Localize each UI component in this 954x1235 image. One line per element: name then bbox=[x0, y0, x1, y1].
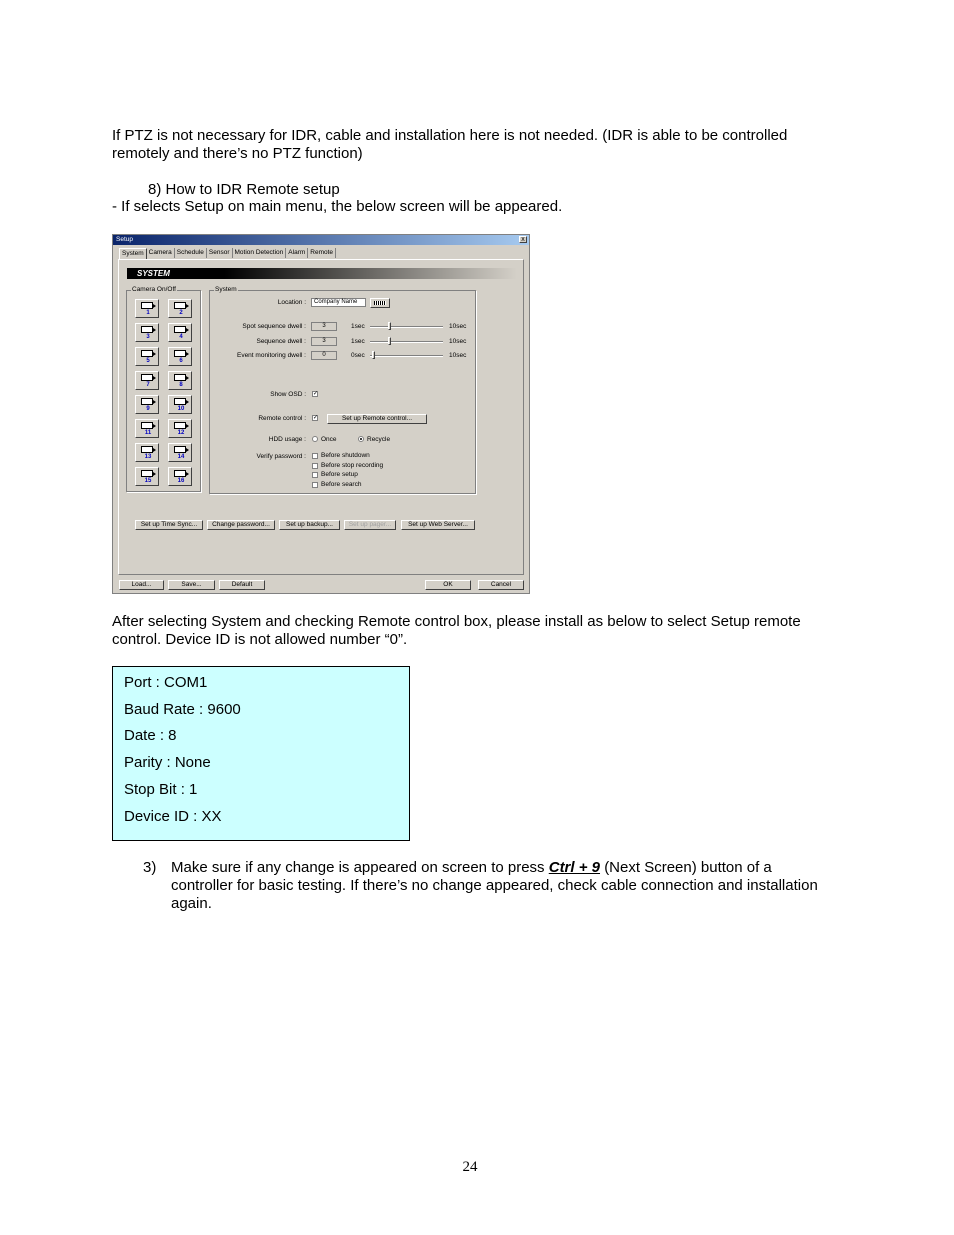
camera-15-button[interactable] bbox=[135, 467, 159, 486]
step3-post: (Next Screen) button of a bbox=[604, 859, 772, 876]
camera-icon bbox=[141, 422, 153, 429]
ok-button[interactable]: OK bbox=[425, 580, 471, 590]
system-group-label: System bbox=[215, 286, 237, 293]
tab-strip bbox=[119, 248, 336, 259]
seq-dwell-thumb[interactable] bbox=[388, 337, 391, 345]
camera-icon bbox=[174, 374, 186, 381]
camera-number: 6 bbox=[179, 358, 183, 364]
camera-icon bbox=[141, 374, 153, 381]
step3-number: 3) bbox=[143, 859, 157, 876]
camera-icon bbox=[174, 446, 186, 453]
location-input[interactable]: Company Name bbox=[311, 298, 366, 307]
camera-icon bbox=[174, 302, 186, 309]
camera-3-button[interactable] bbox=[135, 323, 159, 342]
event-dwell-label: Event monitoring dwell : bbox=[236, 352, 306, 359]
page-number: 24 bbox=[462, 1159, 478, 1175]
camera-icon bbox=[174, 398, 186, 405]
camera-4-button[interactable] bbox=[168, 323, 192, 342]
camera-12-button[interactable] bbox=[168, 419, 192, 438]
spot-dwell-slider[interactable] bbox=[370, 326, 443, 328]
after-line-1: After selecting System and checking Remote control box, please install as below to select Setup remote bbox=[112, 613, 801, 630]
event-dwell-thumb[interactable] bbox=[372, 351, 375, 359]
camera-number: 2 bbox=[179, 310, 183, 316]
camera-number: 14 bbox=[177, 454, 185, 460]
seq-dwell-value: 3 bbox=[311, 337, 337, 346]
after-line-2: control. Device ID is not allowed number “0”. bbox=[112, 631, 408, 648]
camera-14-button[interactable] bbox=[168, 443, 192, 462]
seq-dwell-label: Sequence dwell : bbox=[256, 338, 306, 345]
camera-icon bbox=[174, 350, 186, 357]
camera-icon bbox=[174, 422, 186, 429]
camera-icon bbox=[141, 446, 153, 453]
camera-number: 16 bbox=[177, 478, 185, 484]
seq-dwell-min: 1sec bbox=[351, 338, 365, 345]
show-osd-checkbox[interactable]: ✓ bbox=[313, 391, 319, 397]
verify-stop-recording-label: Before stop recording bbox=[321, 462, 384, 469]
verify-shutdown-label: Before shutdown bbox=[321, 452, 370, 459]
camera-group-label: Camera On/Off bbox=[132, 286, 176, 293]
default-button[interactable]: Default bbox=[219, 580, 265, 590]
camera-icon bbox=[141, 398, 153, 405]
tab-alarm[interactable]: Alarm bbox=[286, 248, 308, 258]
spot-dwell-thumb[interactable] bbox=[388, 322, 391, 330]
section-heading: 8) How to IDR Remote setup bbox=[148, 181, 340, 198]
camera-8-button[interactable] bbox=[168, 371, 192, 390]
camera-number: 13 bbox=[144, 454, 152, 460]
verify-stop-recording-checkbox[interactable] bbox=[312, 463, 318, 469]
camera-13-button[interactable] bbox=[135, 443, 159, 462]
step3-key: Ctrl + 9 bbox=[548, 859, 601, 876]
spot-dwell-value: 3 bbox=[311, 322, 337, 331]
camera-icon bbox=[141, 470, 153, 477]
setting-stop-bit: Stop Bit : 1 bbox=[124, 781, 198, 798]
time-sync-button[interactable]: Set up Time Sync... bbox=[135, 520, 203, 530]
tab-sensor[interactable]: Sensor bbox=[207, 248, 233, 258]
event-dwell-slider[interactable] bbox=[370, 355, 443, 357]
step3-pre: Make sure if any change is appeared on screen to press bbox=[171, 859, 545, 876]
location-keyboard-icon[interactable] bbox=[370, 298, 390, 308]
serial-settings-box bbox=[112, 666, 410, 841]
backup-button[interactable]: Set up backup... bbox=[279, 520, 340, 530]
camera-number: 7 bbox=[146, 382, 150, 388]
setting-port: Port : COM1 bbox=[124, 674, 208, 691]
spot-dwell-max: 10sec bbox=[449, 323, 467, 330]
remote-control-checkbox[interactable]: ✓ bbox=[313, 415, 319, 421]
seq-dwell-max: 10sec bbox=[449, 338, 467, 345]
intro-line-2: remotely and there’s no PTZ function) bbox=[112, 145, 363, 162]
camera-11-button[interactable] bbox=[135, 419, 159, 438]
window-titlebar bbox=[113, 235, 529, 245]
camera-number: 9 bbox=[146, 406, 150, 412]
camera-number: 11 bbox=[144, 430, 152, 436]
seq-dwell-slider[interactable] bbox=[370, 341, 443, 343]
camera-icon bbox=[141, 326, 153, 333]
save-button[interactable]: Save... bbox=[168, 580, 215, 590]
tab-remote[interactable]: Remote bbox=[308, 248, 336, 258]
camera-icon bbox=[141, 302, 153, 309]
camera-icon bbox=[174, 326, 186, 333]
camera-number: 1 bbox=[146, 310, 150, 316]
camera-16-button[interactable] bbox=[168, 467, 192, 486]
camera-number: 3 bbox=[146, 334, 150, 340]
remote-control-label: Remote control : bbox=[258, 415, 306, 422]
verify-search-label: Before search bbox=[321, 481, 362, 488]
setting-device-id: Device ID : XX bbox=[124, 808, 222, 825]
step3-line-2: controller for basic testing. If there’s no change appeared, check cable connection and installation bbox=[171, 877, 818, 894]
camera-7-button[interactable] bbox=[135, 371, 159, 390]
tab-system[interactable]: System bbox=[119, 248, 147, 259]
spot-dwell-label: Spot sequence dwell : bbox=[242, 323, 306, 330]
camera-icon bbox=[141, 350, 153, 357]
setup-remote-control-button[interactable]: Set up Remote control... bbox=[327, 414, 427, 424]
setting-parity: Parity : None bbox=[124, 754, 211, 771]
camera-9-button[interactable] bbox=[135, 395, 159, 414]
verify-setup-label: Before setup bbox=[321, 471, 358, 478]
pager-button[interactable]: Set up pager... bbox=[344, 520, 396, 530]
setting-date: Date : 8 bbox=[124, 727, 177, 744]
system-banner bbox=[127, 268, 517, 279]
load-button[interactable]: Load... bbox=[119, 580, 164, 590]
hdd-recycle-radio[interactable] bbox=[358, 436, 364, 442]
camera-icon bbox=[174, 470, 186, 477]
camera-number: 5 bbox=[146, 358, 150, 364]
setup-window bbox=[112, 234, 530, 594]
close-icon[interactable]: x bbox=[519, 236, 527, 243]
show-osd-label: Show OSD : bbox=[270, 391, 306, 398]
camera-1-button[interactable] bbox=[135, 299, 159, 318]
step3-line-1 bbox=[171, 859, 772, 877]
verify-password-label: Verify password : bbox=[256, 453, 306, 460]
event-dwell-min: 0sec bbox=[351, 352, 365, 359]
step3-line-3: again. bbox=[171, 895, 212, 912]
tab-motion-detection[interactable]: Motion Detection bbox=[233, 248, 287, 258]
verify-shutdown-checkbox[interactable] bbox=[312, 453, 318, 459]
camera-5-button[interactable] bbox=[135, 347, 159, 366]
verify-setup-checkbox[interactable] bbox=[312, 472, 318, 478]
camera-number: 15 bbox=[144, 478, 152, 484]
cancel-button[interactable]: Cancel bbox=[478, 580, 524, 590]
intro-line-1: If PTZ is not necessary for IDR, cable and installation here is not needed. (IDR is able to be controlled bbox=[112, 127, 788, 144]
camera-2-button[interactable] bbox=[168, 299, 192, 318]
event-dwell-value: 0 bbox=[311, 351, 337, 360]
window-title: Setup bbox=[116, 236, 133, 243]
setting-baud-rate: Baud Rate : 9600 bbox=[124, 701, 241, 718]
tab-camera[interactable]: Camera bbox=[147, 248, 175, 258]
camera-number: 12 bbox=[177, 430, 185, 436]
camera-number: 4 bbox=[179, 334, 183, 340]
event-dwell-max: 10sec bbox=[449, 352, 467, 359]
web-server-button[interactable]: Set up Web Server... bbox=[401, 520, 475, 530]
tab-schedule[interactable]: Schedule bbox=[175, 248, 207, 258]
camera-10-button[interactable] bbox=[168, 395, 192, 414]
verify-search-checkbox[interactable] bbox=[312, 482, 318, 488]
camera-number: 8 bbox=[179, 382, 183, 388]
change-password-button[interactable]: Change password... bbox=[207, 520, 275, 530]
hdd-once-label: Once bbox=[321, 436, 337, 443]
camera-6-button[interactable] bbox=[168, 347, 192, 366]
camera-number: 10 bbox=[177, 406, 185, 412]
system-banner-title: SYSTEM bbox=[137, 269, 170, 278]
hdd-once-radio[interactable] bbox=[312, 436, 318, 442]
spot-dwell-min: 1sec bbox=[351, 323, 365, 330]
hdd-usage-label: HDD usage : bbox=[268, 436, 306, 443]
hdd-recycle-label: Recycle bbox=[367, 436, 391, 443]
section-note: - If selects Setup on main menu, the below screen will be appeared. bbox=[112, 198, 563, 215]
location-label: Location : bbox=[277, 299, 306, 306]
